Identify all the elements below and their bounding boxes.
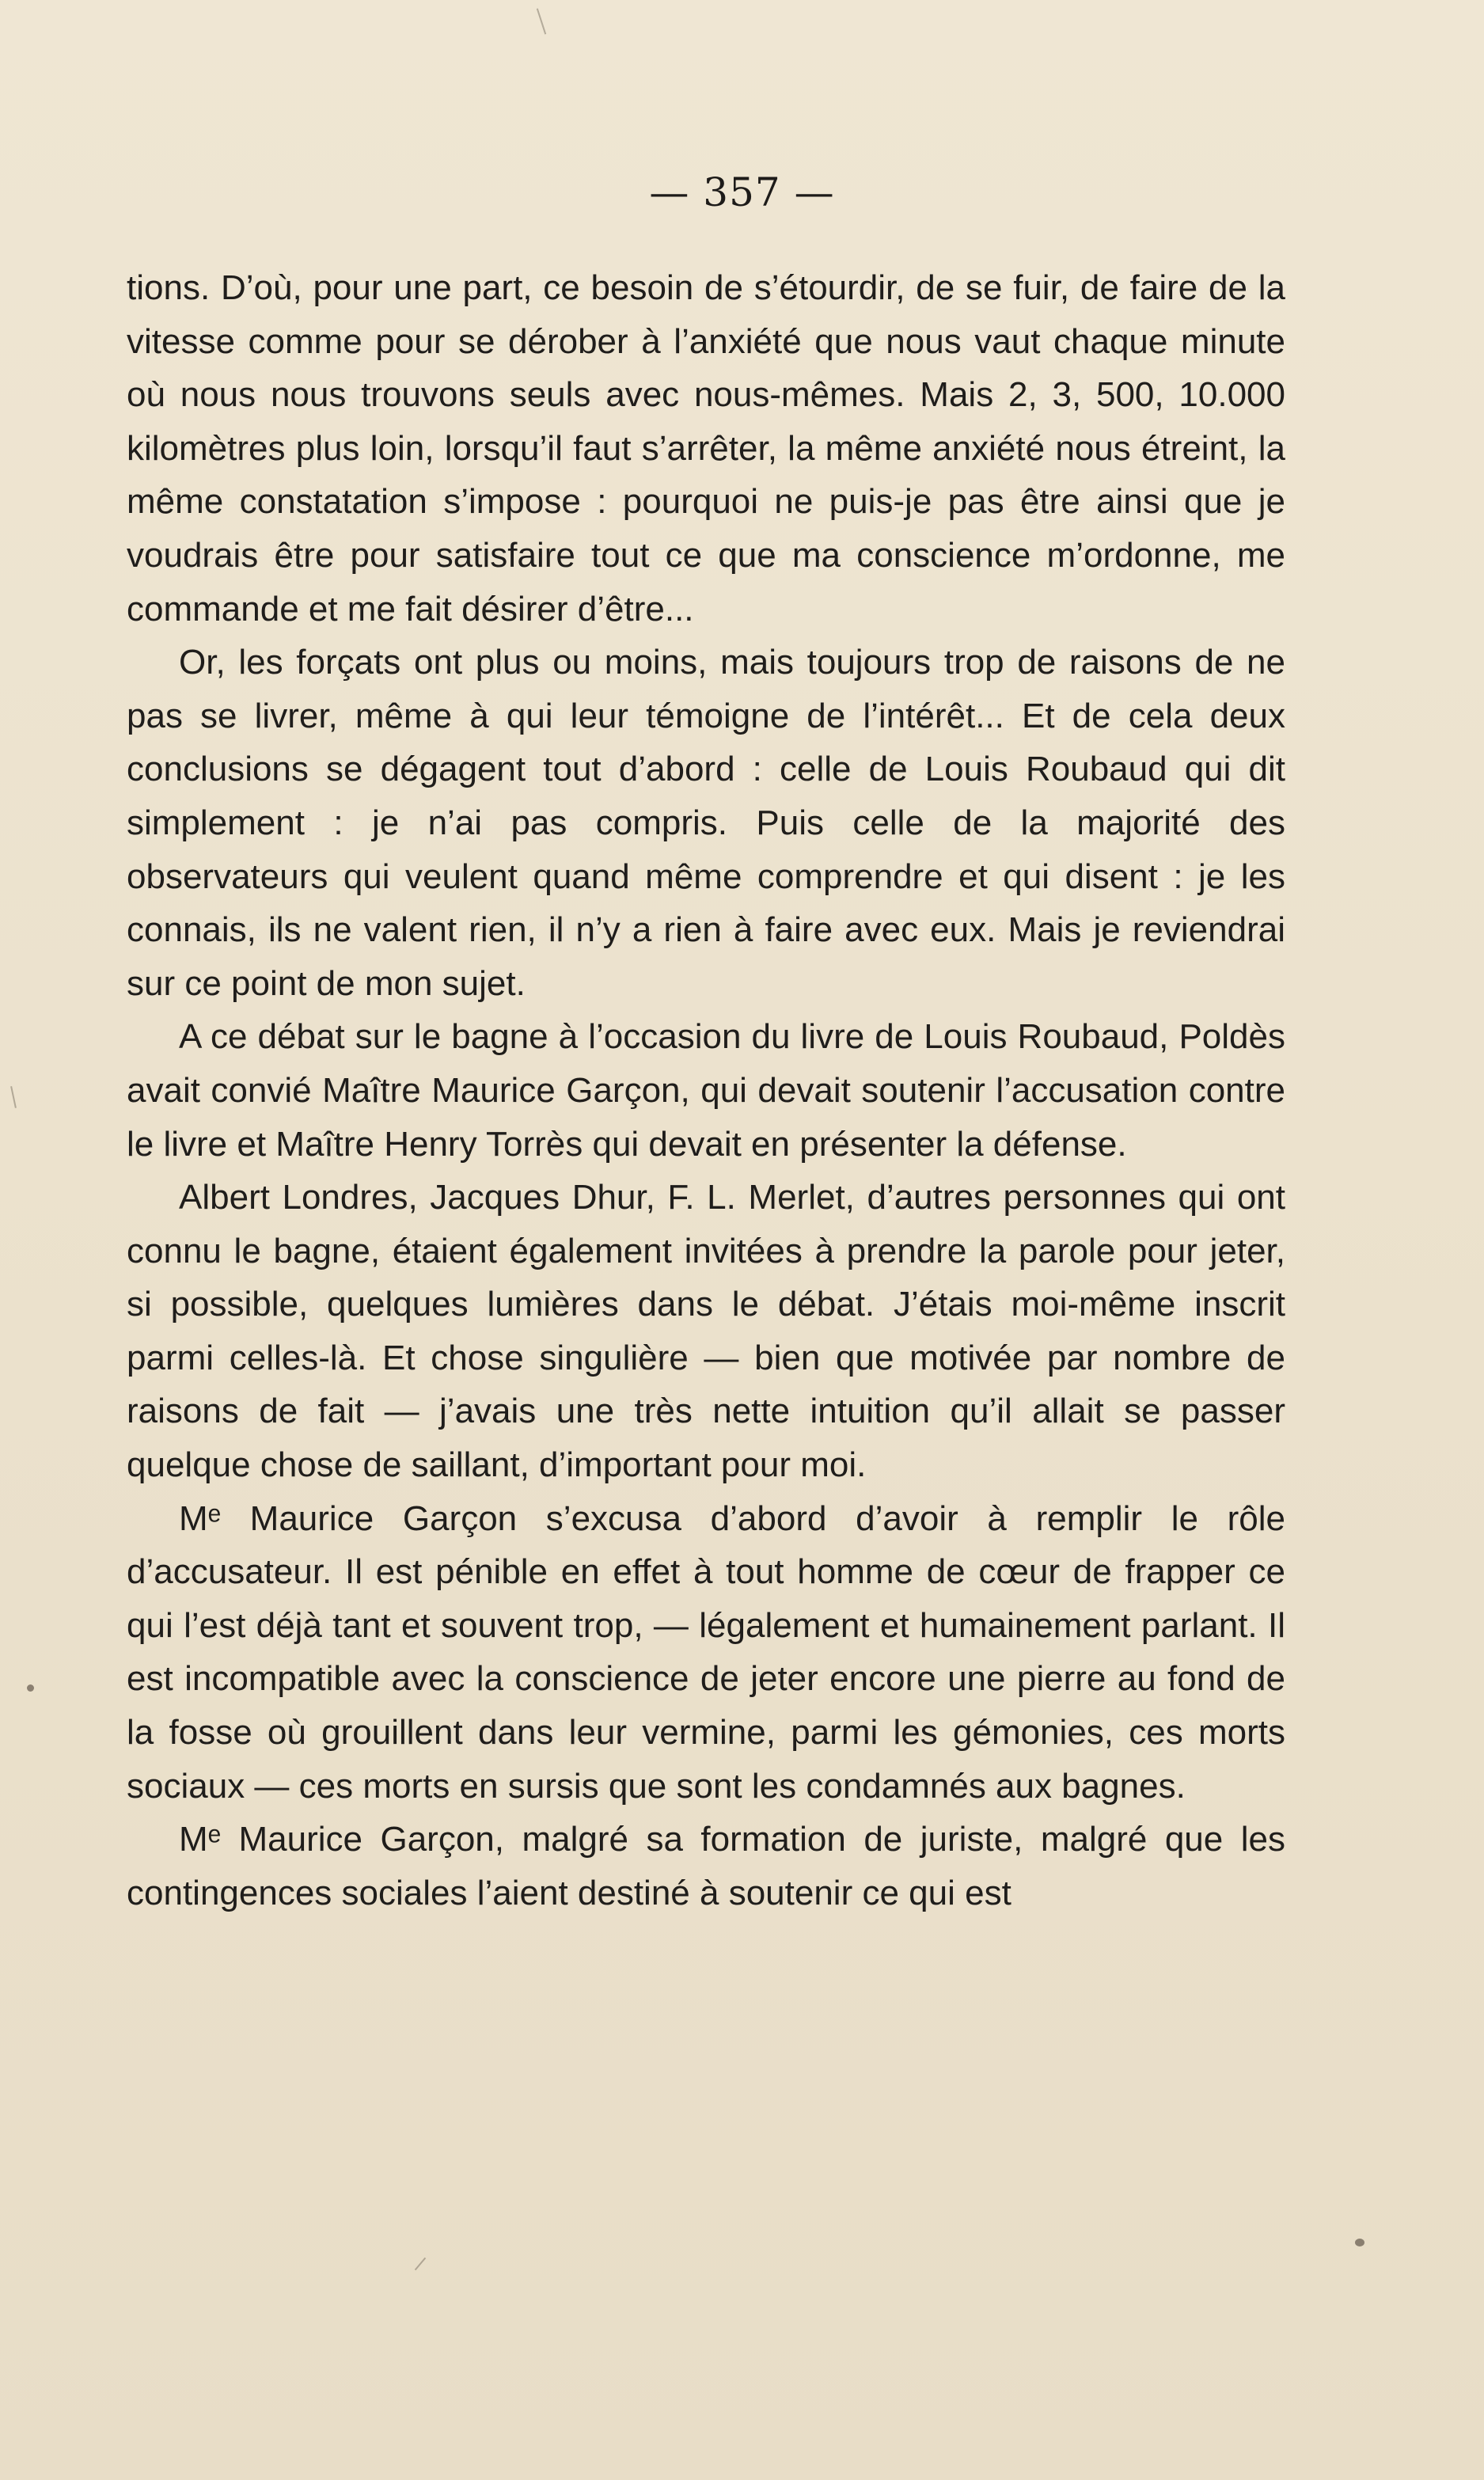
- paper-speck: [1355, 2239, 1364, 2246]
- paper-speck: [27, 1684, 34, 1692]
- paragraph-5: Mᵉ Maurice Garçon s’excusa d’abord d’avoir à remplir le rôle d’accusateur. Il est pénible en effet à tout homme de cœur de frapper ce qui l’est déjà tant et souvent trop, — légalement et humainement parlant. Il est incompatible avec la conscience de jeter encore une pierre au fond de la fosse où grouillent dans leur vermine, parmi les gémonies, ces morts sociaux — ces morts en sursis que sont les condamnés aux bagnes.: [127, 1498, 1285, 1806]
- paragraph-4: Albert Londres, Jacques Dhur, F. L. Merlet, d’autres personnes qui ont connu le bagne, étaient également invitées à prendre la parole pour jeter, si possible, quelques lumières dans le débat. J’étais moi-même inscrit parmi celles-là. Et chose singulière — bien que motivée par nombre de raisons de fait — j’avais une très nette intuition qu’il allait se passer quelque chose de saillant, d’important pour moi.: [127, 1178, 1285, 1485]
- body-text: [127, 261, 1285, 1920]
- paragraph-2: Or, les forçats ont plus ou moins, mais toujours trop de raisons de ne pas se livrer, même à qui leur témoigne de l’intérêt... Et de cela deux conclusions se dégagent tout d’abord : celle de Louis Roubaud qui dit simplement : je n’ai pas compris. Puis celle de la majorité des observateurs qui veulent quand même comprendre et qui disent : je les connais, ils ne valent rien, il n’y a rien à faire avec eux. Mais je reviendrai sur ce point de mon sujet.: [127, 643, 1285, 1003]
- paper-mark: [537, 9, 546, 35]
- paper-mark: [10, 1086, 17, 1108]
- paragraph-6: Mᵉ Maurice Garçon, malgré sa formation de juriste, malgré que les contingences sociales l’aient destiné à soutenir ce qui est: [127, 1820, 1285, 1912]
- paragraph-1: tions. D’où, pour une part, ce besoin de s’étourdir, de se fuir, de faire de la vitesse comme pour se dérober à l’anxiété que nous vaut chaque minute où nous nous trouvons seuls avec nous-mêmes. Mais 2, 3, 500, 10.000 kilomètres plus loin, lorsqu’il faut s’arrêter, la même anxiété nous étreint, la même constatation s’impose : pourquoi ne puis-je pas être ainsi que je voudrais être pour satisfaire tout ce que ma conscience m’ordonne, me commande et me fait désirer d’être...: [127, 268, 1285, 629]
- paper-mark: [415, 2258, 426, 2271]
- paragraph-3: A ce débat sur le bagne à l’occasion du livre de Louis Roubaud, Poldès avait convié Maître Maurice Garçon, qui devait soutenir l’accusation contre le livre et Maître Henry Torrès qui devait en présenter la défense.: [127, 1017, 1285, 1164]
- page-number: — 357 —: [649, 169, 835, 215]
